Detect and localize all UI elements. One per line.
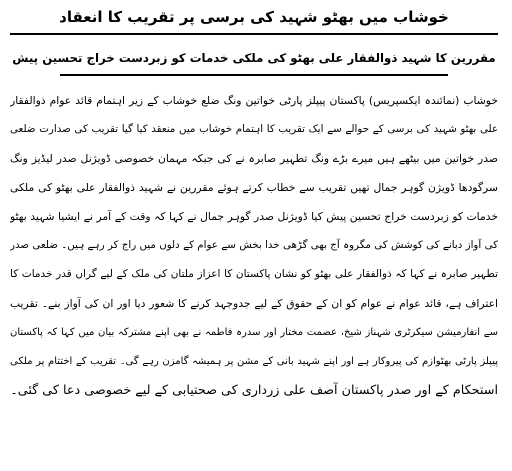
body-line: خوشاب (نمائندہ ایکسپریس) پاکستان پیپلز پارٹی خواتین ونگ ضلع خوشاب کے زیر اہتمام قائد عوام ذوالفقار — [10, 94, 498, 107]
body-line: سے انفارمیشن سیکرٹری شہناز شیخ، عصمت مختار اور سدرہ فاطمہ نے بھی اپنے مشترکہ بیان میں کہا کہ پاکستان — [10, 327, 498, 338]
body-line: خدمات کو زبردست خراج تحسین پیش کیا ڈویژنل صدر گوہر جمال نے کہا کہ وقت کے آمر نے ایشیا شہید بھٹو — [10, 210, 498, 223]
subheadline: مقررین کا شہید ذوالفقار علی بھٹو کی ملکی خدمات کو زبردست خراج تحسین پیش — [12, 51, 496, 65]
body-line: استحکام کے اور صدر پاکستان آصف علی زرداری کی صحتیابی کے لیے خصوصی دعا کی گئی۔ — [10, 383, 498, 398]
headline-divider — [10, 33, 498, 35]
body-line: صدر خواتین میں بیٹھے ہیں میرے بڑے ونگ تطہیر صابرہ نے کی جبکہ مہمان خصوصی ڈویژنل صدر لیڈیز ونگ — [10, 152, 498, 165]
body-line: سرگودھا ڈویژن گوہر جمال تھیں تقریب سے خطاب کرتے ہوئے مقررین نے شہید ذوالفقار علی بھٹو کی ملکی — [10, 181, 498, 194]
body-line: علی بھٹو شہید کی برسی کے حوالے سے ایک تقریب کا اہتمام خوشاب میں منعقد کیا گیا تقریب کی صدارت ضلعی — [10, 123, 498, 135]
headline: خوشاب میں بھٹو شہید کی برسی پر تقریب کا انعقاد — [59, 8, 449, 26]
article-body — [10, 86, 498, 405]
subheadline-divider — [60, 74, 448, 76]
body-line: پیپلز پارٹی بھٹوازم کی پیروکار ہے اور اپنے شہید بانی کے مشن پر ہمیشہ گامزن رہے گی۔ تقریب کے اختتام پر ملکی — [10, 356, 498, 367]
body-line: اعتراف ہے، قائد عوام نے عوام کو ان کے حقوق کے لیے جدوجہد کرنے کا شعور دیا اور ان کی آواز بنے۔ تقریب — [10, 297, 498, 310]
body-line: کی آواز دبانے کی کوشش کی مگروہ آج بھی گڑھی خدا بخش سے عوام کے دلوں میں راج کر رہے ہیں۔ ضلعی صدر — [10, 239, 498, 251]
body-line: تطہیر صابرہ نے کہا کہ ذوالفقار علی بھٹو کو نشان پاکستان کا اعزاز ملتان کی ملک کے لیے گراں قدر خدمات کا — [10, 268, 498, 280]
